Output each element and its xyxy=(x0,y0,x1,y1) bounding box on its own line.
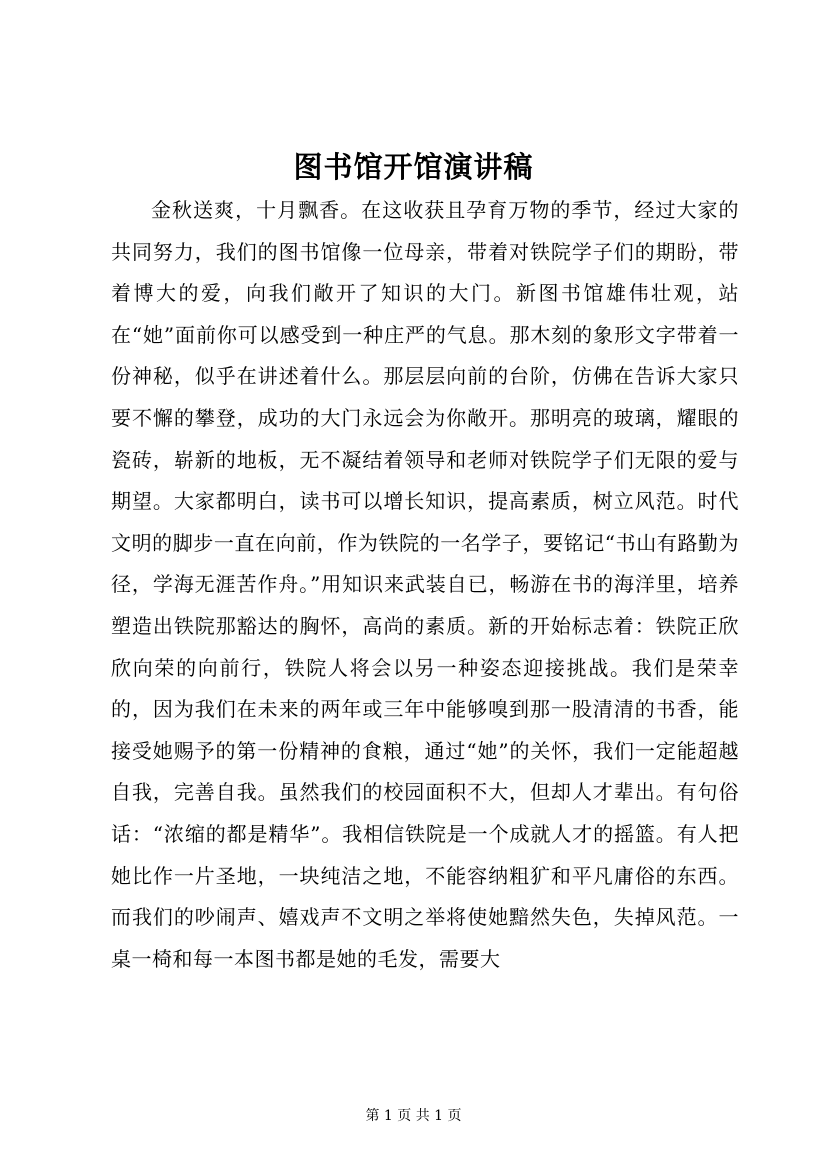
body-paragraph: 金秋送爽，十月飘香。在这收获且孕育万物的季节，经过大家的共同努力，我们的图书馆像一位母亲，带着对铁院学子们的期盼，带着博大的爱，向我们敞开了知识的大门。新图书馆雄伟壮观，站在“她”面前你可以感受到一种庄严的气息。那木刻的象形文字带着一份神秘，似乎在讲述着什么。那层层向前的台阶，仿佛在告诉大家只要不懈的攀登，成功的大门永远会为你敞开。那明亮的玻璃，耀眼的瓷砖，崭新的地板，无不凝结着领导和老师对铁院学子们无限的爱与期望。大家都明白，读书可以增长知识，提高素质，树立风范。时代文明的脚步一直在向前，作为铁院的一名学子，要铭记“书山有路勤为径，学海无涯苦作舟。”用知识来武装自已，畅游在书的海洋里，培养塑造出铁院那豁达的胸怀，高尚的素质。新的开始标志着：铁院正欣欣向荣的向前行，铁院人将会以另一种姿态迎接挑战。我们是荣幸的，因为我们在未来的两年或三年中能够嗅到那一股清清的书香，能接受她赐予的第一份精神的食粮，通过“她”的关怀，我们一定能超越自我，完善自我。虽然我们的校园面积不大，但却人才辈出。有句俗话：“浓缩的都是精华”。我相信铁院是一个成就人才的摇篮。有人把她比作一片圣地，一块纯洁之地，不能容纳粗犷和平凡庸俗的东西。而我们的吵闹声、嬉戏声不文明之举将使她黯然失色，失掉风范。一桌一椅和每一本图书都是她的毛发，需要大 xyxy=(111,198,739,971)
page-title: 图书馆开馆演讲稿 xyxy=(293,150,534,184)
page-footer: 第 1 页 共 1 页 xyxy=(365,1108,462,1124)
